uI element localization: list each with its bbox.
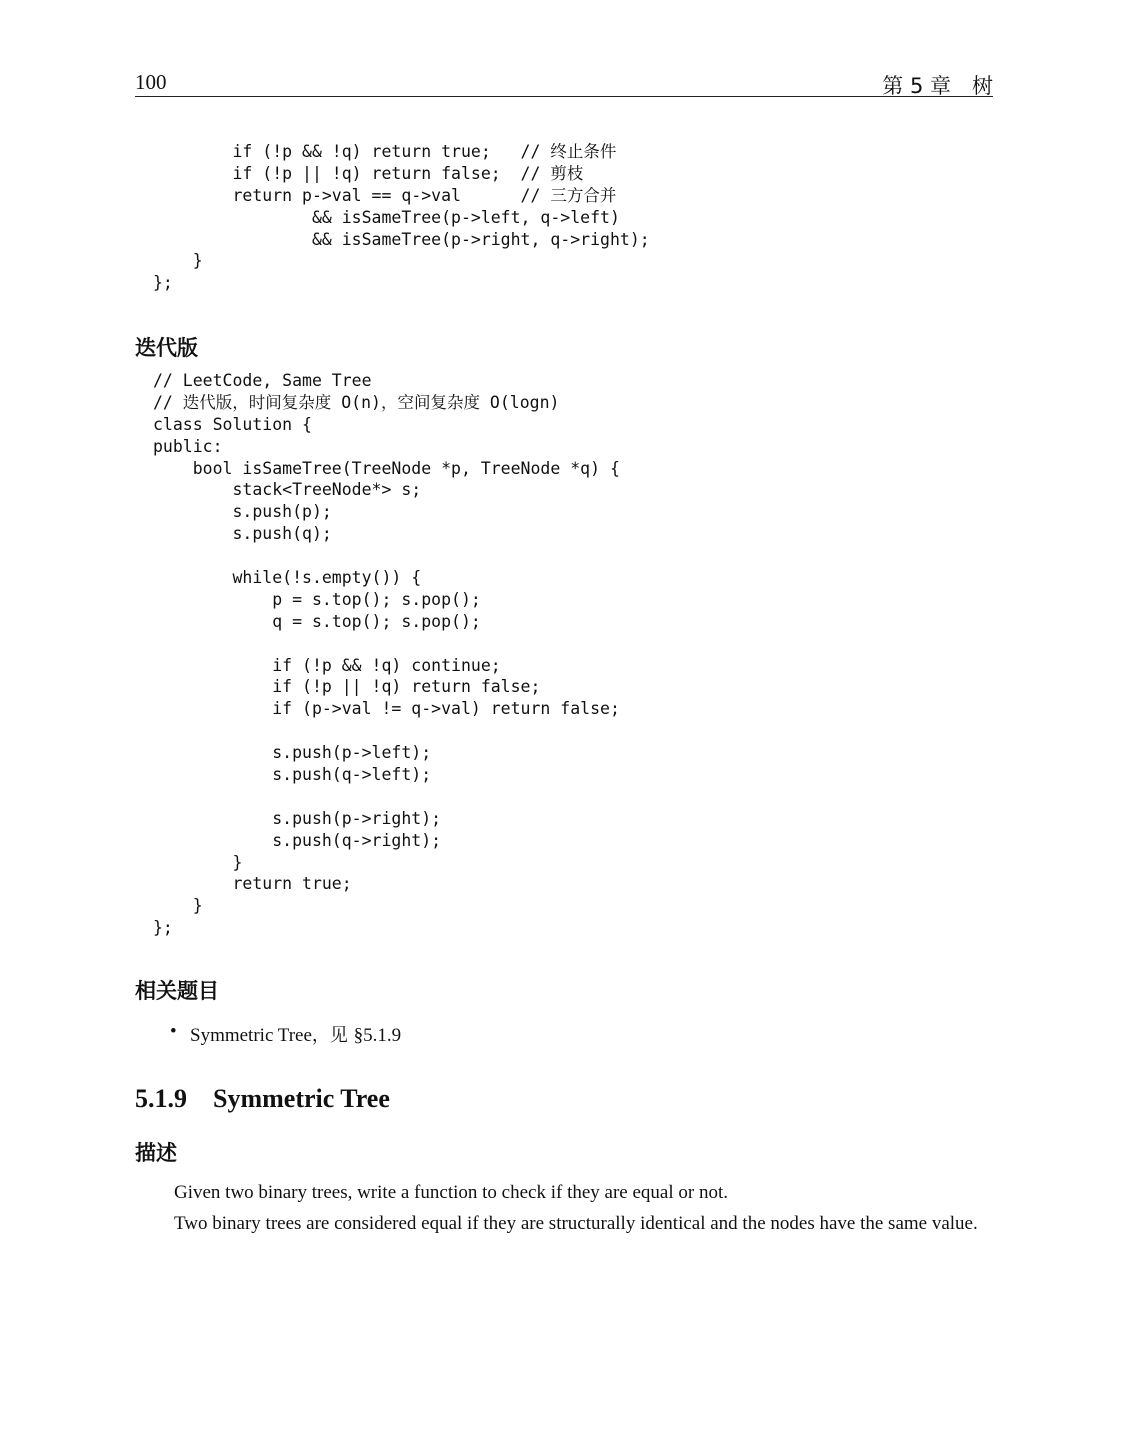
code-line: } — [153, 852, 243, 872]
code-line: // 迭代版，时间复杂度 O(n)，空间复杂度 O(logn) — [153, 392, 560, 412]
related-problems-heading: 相关题目 — [135, 979, 219, 1003]
page-number: 100 — [135, 70, 167, 94]
page-header — [135, 68, 993, 97]
section-number: 5.1.9 — [135, 1084, 187, 1113]
code-line: s.push(q->right); — [153, 830, 442, 850]
code-line: // LeetCode, Same Tree — [153, 371, 372, 390]
code-line: }; — [153, 273, 173, 293]
code-line — [153, 545, 620, 567]
chapter-title: 第 5 章 树 — [882, 74, 993, 98]
code-line: public: — [153, 436, 223, 456]
code-line: s.push(q->left); — [153, 765, 432, 785]
code-line: return true; — [153, 874, 352, 894]
code-line: if (!p || !q) return false; // 剪枝 — [153, 163, 584, 183]
section-title — [135, 1084, 390, 1114]
code-line — [153, 786, 620, 808]
description-paragraph: Given two binary trees, write a function to check if they are equal or not. — [174, 1182, 728, 1203]
bullet-icon: • — [170, 1021, 177, 1042]
code-line: s.push(p->right); — [153, 808, 442, 828]
code-line: if (!p && !q) continue; — [153, 655, 501, 675]
code-line — [153, 720, 620, 742]
see-label: ，见 — [311, 1025, 354, 1046]
code-line: bool isSameTree(TreeNode *p, TreeNode *q) { — [153, 458, 620, 478]
iterative-code-block — [153, 370, 620, 939]
code-line — [153, 633, 620, 655]
description-heading: 描述 — [135, 1141, 177, 1165]
code-line: && isSameTree(p->right, q->right); — [153, 229, 650, 249]
code-line: if (!p && !q) return true; // 终止条件 — [153, 142, 617, 161]
code-line: return p->val == q->val // 三方合并 — [153, 185, 617, 205]
code-line: stack<TreeNode*> s; — [153, 480, 422, 500]
code-line: q = s.top(); s.pop(); — [153, 611, 481, 631]
code-line: p = s.top(); s.pop(); — [153, 589, 481, 609]
section-name: Symmetric Tree — [213, 1084, 390, 1113]
code-line: s.push(p); — [153, 502, 332, 522]
related-problem-title: Symmetric Tree — [190, 1025, 312, 1046]
iterative-version-heading: 迭代版 — [135, 336, 198, 360]
code-line: && isSameTree(p->left, q->left) — [153, 207, 620, 227]
code-line: if (!p || !q) return false; — [153, 677, 541, 697]
code-line: while(!s.empty()) { — [153, 568, 422, 588]
code-line: class Solution { — [153, 414, 312, 434]
code-line: s.push(q); — [153, 524, 332, 544]
section-reference: §5.1.9 — [353, 1025, 402, 1046]
code-line: if (p->val != q->val) return false; — [153, 699, 620, 719]
code-line: } — [153, 896, 203, 916]
list-item — [170, 1021, 401, 1047]
related-problems-list — [170, 1021, 401, 1047]
code-line: }; — [153, 918, 173, 938]
recursive-code-block — [153, 141, 650, 294]
description-paragraph: Two binary trees are considered equal if they are structurally identical and the nodes have the same value. — [174, 1213, 978, 1234]
code-line: s.push(p->left); — [153, 743, 432, 763]
code-line: } — [153, 251, 203, 271]
